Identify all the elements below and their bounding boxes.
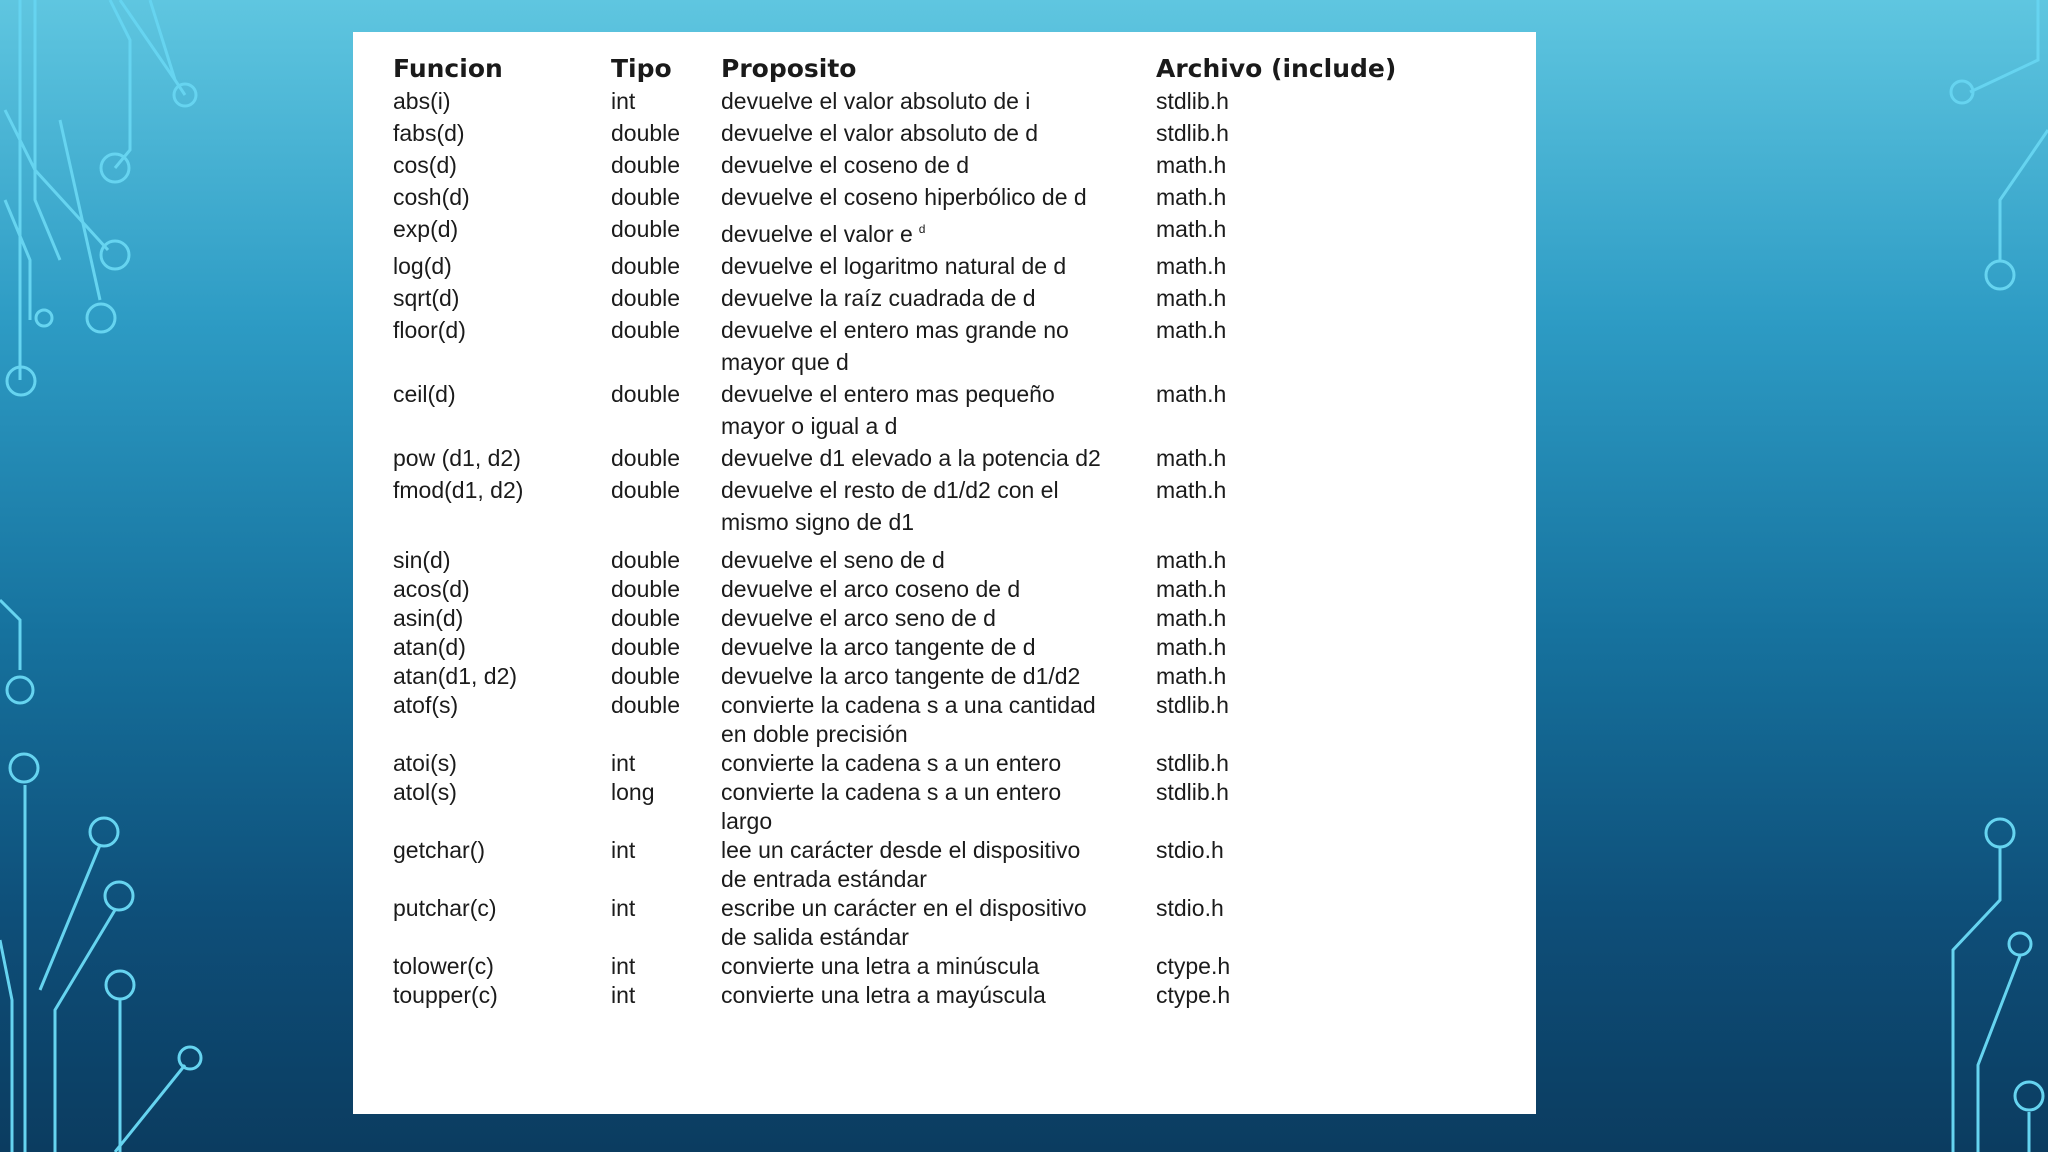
cell-proposito (717, 691, 1152, 749)
proposito-line (721, 314, 1152, 346)
cell-archivo: stdlib.h (1156, 88, 1229, 114)
cell-proposito (717, 250, 1152, 282)
cell-tipo: double (611, 120, 681, 146)
cell-tipo: double (611, 663, 681, 689)
table-row (389, 981, 1509, 1010)
cell-proposito (717, 378, 1152, 442)
cell-funcion: atoi(s) (393, 750, 457, 776)
cell-funcion: fabs(d) (393, 120, 465, 146)
cell-funcion: sin(d) (393, 547, 451, 573)
table-row (389, 442, 1509, 474)
cell-proposito (717, 213, 1152, 250)
cell-funcion: cos(d) (393, 152, 457, 178)
proposito-text: devuelve el arco seno de d (721, 605, 996, 631)
cell-archivo: math.h (1156, 152, 1227, 178)
table-row (389, 894, 1509, 952)
cell-tipo: double (611, 317, 681, 343)
cell-proposito (717, 149, 1152, 181)
table-row (389, 604, 1509, 633)
proposito-text: lee un carácter desde el dispositivo (721, 837, 1081, 863)
header-tipo: Tipo (611, 54, 672, 83)
cell-tipo: double (611, 576, 681, 602)
proposito-line (721, 865, 1152, 894)
proposito-line (721, 546, 1152, 575)
cell-proposito (717, 981, 1152, 1010)
proposito-text: devuelve el arco coseno de d (721, 576, 1021, 602)
table-row (389, 778, 1509, 836)
proposito-text: devuelve la arco tangente de d1/d2 (721, 663, 1081, 689)
cell-proposito (717, 546, 1152, 575)
cell-tipo: double (611, 152, 681, 178)
cell-archivo: math.h (1156, 253, 1227, 279)
proposito-text: en doble precisión (721, 721, 908, 747)
proposito-line (721, 378, 1152, 410)
proposito-line (721, 117, 1152, 149)
cell-tipo: double (611, 184, 681, 210)
proposito-text: de salida estándar (721, 924, 909, 950)
table-row (389, 250, 1509, 282)
cell-archivo: ctype.h (1156, 953, 1231, 979)
proposito-text: convierte la cadena s a un entero (721, 779, 1062, 805)
proposito-line (721, 662, 1152, 691)
cell-proposito (717, 85, 1152, 117)
cell-funcion: log(d) (393, 253, 452, 279)
cell-proposito (717, 952, 1152, 981)
cell-funcion: atan(d1, d2) (393, 663, 518, 689)
circuit-decoration-left (0, 0, 220, 1152)
cell-archivo: math.h (1156, 547, 1227, 573)
cell-proposito (717, 314, 1152, 378)
table-row (389, 282, 1509, 314)
cell-tipo: int (611, 837, 636, 863)
cell-funcion: abs(i) (393, 88, 451, 114)
proposito-text: convierte la cadena s a un entero (721, 750, 1062, 776)
proposito-text: convierte una letra a mayúscula (721, 982, 1046, 1008)
proposito-text: devuelve el entero mas grande no (721, 317, 1069, 343)
cell-funcion: floor(d) (393, 317, 466, 343)
cell-funcion: exp(d) (393, 216, 459, 242)
proposito-line (721, 894, 1152, 923)
table-row (389, 474, 1509, 538)
proposito-text: devuelve el entero mas pequeño (721, 381, 1055, 407)
proposito-line (721, 749, 1152, 778)
cell-archivo: math.h (1156, 216, 1227, 242)
exponent-superscript: d (918, 222, 926, 236)
proposito-line (721, 807, 1152, 836)
proposito-text: mismo signo de d1 (721, 509, 915, 535)
proposito-line (721, 85, 1152, 117)
cell-proposito (717, 474, 1152, 538)
proposito-line (721, 778, 1152, 807)
cell-funcion: pow (d1, d2) (393, 445, 521, 471)
proposito-line (721, 604, 1152, 633)
proposito-text: devuelve d1 elevado a la potencia d2 (721, 445, 1101, 471)
cell-archivo: stdio.h (1156, 837, 1224, 863)
proposito-line (721, 506, 1152, 538)
cell-proposito (717, 575, 1152, 604)
proposito-text: devuelve el valor e (721, 221, 913, 247)
cell-archivo: ctype.h (1156, 982, 1231, 1008)
cell-tipo: int (611, 982, 636, 1008)
cell-tipo: int (611, 88, 636, 114)
cell-archivo: stdio.h (1156, 895, 1224, 921)
table-row (389, 117, 1509, 149)
cell-archivo: math.h (1156, 663, 1227, 689)
proposito-text: devuelve el valor absoluto de d (721, 120, 1039, 146)
cell-proposito (717, 604, 1152, 633)
proposito-line (721, 474, 1152, 506)
table-row (389, 213, 1509, 250)
cell-proposito (717, 633, 1152, 662)
proposito-text: devuelve el logaritmo natural de d (721, 253, 1067, 279)
proposito-line (721, 720, 1152, 749)
cell-proposito (717, 442, 1152, 474)
proposito-text: devuelve el coseno de d (721, 152, 970, 178)
proposito-text: largo (721, 808, 773, 834)
cell-proposito (717, 894, 1152, 952)
cell-funcion: ceil(d) (393, 381, 456, 407)
proposito-text: escribe un carácter en el dispositivo (721, 895, 1087, 921)
circuit-decoration-right (1938, 0, 2048, 1152)
table-row (389, 85, 1509, 117)
cell-archivo: math.h (1156, 184, 1227, 210)
proposito-text: mayor que d (721, 349, 849, 375)
proposito-text: convierte una letra a minúscula (721, 953, 1040, 979)
header-proposito: Proposito (721, 54, 857, 83)
cell-funcion: tolower(c) (393, 953, 494, 979)
cell-tipo: double (611, 605, 681, 631)
cell-tipo: double (611, 547, 681, 573)
header-funcion: Funcion (393, 54, 503, 83)
table-row (389, 662, 1509, 691)
cell-funcion: fmod(d1, d2) (393, 477, 524, 503)
cell-archivo: stdlib.h (1156, 750, 1229, 776)
cell-tipo: int (611, 895, 636, 921)
cell-tipo: double (611, 253, 681, 279)
table-row (389, 546, 1509, 575)
function-table (389, 53, 1509, 1010)
table-row (389, 952, 1509, 981)
function-table-sheet (353, 32, 1536, 1114)
cell-funcion: toupper(c) (393, 982, 498, 1008)
cell-proposito (717, 117, 1152, 149)
proposito-text: devuelve la raíz cuadrada de d (721, 285, 1036, 311)
proposito-text: devuelve la arco tangente de d (721, 634, 1036, 660)
cell-tipo: double (611, 216, 681, 242)
cell-archivo: stdlib.h (1156, 692, 1229, 718)
cell-archivo: math.h (1156, 381, 1227, 407)
cell-proposito (717, 749, 1152, 778)
table-body-top (389, 85, 1509, 538)
table-gap (389, 538, 1509, 546)
table-row (389, 691, 1509, 749)
cell-archivo: math.h (1156, 605, 1227, 631)
proposito-line (721, 836, 1152, 865)
table-row (389, 836, 1509, 894)
proposito-line (721, 691, 1152, 720)
proposito-text: convierte la cadena s a una cantidad (721, 692, 1096, 718)
proposito-line (721, 346, 1152, 378)
proposito-text: devuelve el resto de d1/d2 con el (721, 477, 1059, 503)
cell-funcion: sqrt(d) (393, 285, 460, 311)
cell-funcion: putchar(c) (393, 895, 497, 921)
cell-archivo: math.h (1156, 477, 1227, 503)
proposito-line (721, 282, 1152, 314)
cell-tipo: long (611, 779, 655, 805)
cell-tipo: double (611, 285, 681, 311)
table-row (389, 181, 1509, 213)
cell-proposito (717, 282, 1152, 314)
table-header (389, 53, 1509, 85)
cell-funcion: atof(s) (393, 692, 459, 718)
cell-funcion: asin(d) (393, 605, 464, 631)
cell-archivo: math.h (1156, 445, 1227, 471)
proposito-text: de entrada estándar (721, 866, 927, 892)
cell-archivo: stdlib.h (1156, 779, 1229, 805)
cell-tipo: int (611, 750, 636, 776)
cell-archivo: math.h (1156, 285, 1227, 311)
header-archivo: Archivo (include) (1156, 54, 1397, 83)
table-row (389, 149, 1509, 181)
table-row (389, 575, 1509, 604)
proposito-text: devuelve el coseno hiperbólico de d (721, 184, 1087, 210)
proposito-line (721, 952, 1152, 981)
cell-proposito (717, 662, 1152, 691)
proposito-line (721, 410, 1152, 442)
table-row (389, 314, 1509, 378)
cell-funcion: getchar() (393, 837, 486, 863)
proposito-line (721, 633, 1152, 662)
cell-tipo: double (611, 692, 681, 718)
cell-proposito (717, 181, 1152, 213)
cell-tipo: int (611, 953, 636, 979)
cell-archivo: math.h (1156, 576, 1227, 602)
cell-funcion: cosh(d) (393, 184, 470, 210)
cell-tipo: double (611, 477, 681, 503)
proposito-line (721, 981, 1152, 1010)
proposito-line (721, 442, 1152, 474)
table-row (389, 749, 1509, 778)
cell-archivo: math.h (1156, 634, 1227, 660)
cell-funcion: atan(d) (393, 634, 466, 660)
table-row (389, 633, 1509, 662)
cell-archivo: math.h (1156, 317, 1227, 343)
proposito-line (721, 149, 1152, 181)
cell-proposito (717, 778, 1152, 836)
cell-archivo: stdlib.h (1156, 120, 1229, 146)
proposito-text: devuelve el seno de d (721, 547, 945, 573)
proposito-text: mayor o igual a d (721, 413, 898, 439)
proposito-line (721, 181, 1152, 213)
cell-tipo: double (611, 445, 681, 471)
cell-funcion: acos(d) (393, 576, 470, 602)
proposito-line (721, 213, 1152, 250)
cell-tipo: double (611, 381, 681, 407)
proposito-line (721, 575, 1152, 604)
cell-proposito (717, 836, 1152, 894)
proposito-text: devuelve el valor absoluto de i (721, 88, 1031, 114)
cell-funcion: atol(s) (393, 779, 457, 805)
proposito-line (721, 250, 1152, 282)
cell-tipo: double (611, 634, 681, 660)
table-row (389, 378, 1509, 442)
table-body-bottom (389, 546, 1509, 1010)
proposito-line (721, 923, 1152, 952)
